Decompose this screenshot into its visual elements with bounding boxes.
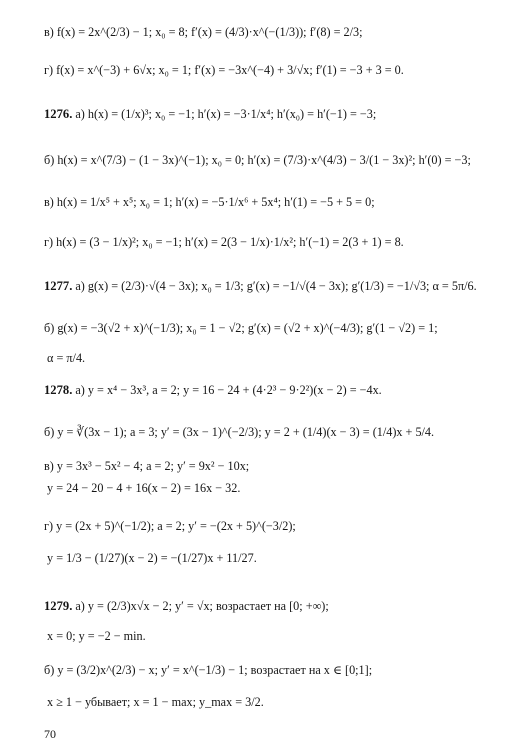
ln-2 bbox=[44, 106, 499, 122]
ln-0-text: f(x) = 2x^(2/3) − 1; x₀ = 8; f′(x) = (4/3)·x^(−(1/3)); f′(8) = 2/3; bbox=[56, 25, 363, 39]
ln-16-text: x = 0; y = −2 − min. bbox=[47, 629, 146, 643]
ln-5 bbox=[44, 234, 499, 250]
ln-15-label: а) bbox=[75, 599, 85, 613]
ln-15 bbox=[44, 598, 499, 614]
ln-18-text: x ≥ 1 − убывает; x = 1 − max; y_max = 3/2. bbox=[47, 695, 264, 709]
ln-3-label: б) bbox=[44, 153, 55, 167]
ln-9 bbox=[44, 382, 499, 398]
ln-18 bbox=[44, 694, 499, 710]
ln-16 bbox=[44, 628, 499, 644]
ln-6-label: а) bbox=[75, 279, 85, 293]
ln-4-text: h(x) = 1/x⁵ + x⁵; x₀ = 1; h′(x) = −5·1/x⁶ + 5x⁴; h′(1) = −5 + 5 = 0; bbox=[56, 195, 375, 209]
ln-13-label: г) bbox=[44, 519, 54, 533]
ln-10-text: y = ∛(3x − 1); a = 3; y′ = (3x − 1)^(−2/3); y = 2 + (1/4)(x − 3) = (1/4)x + 5/4. bbox=[57, 425, 435, 439]
ln-5-label: г) bbox=[44, 235, 54, 249]
ln-2-text: h(x) = (1/x)³; x₀ = −1; h′(x) = −3·1/x⁴; h′(x₀) = h′(−1) = −3; bbox=[87, 107, 377, 121]
ln-5-text: h(x) = (3 − 1/x)²; x₀ = −1; h′(x) = 2(3 − 1/x)·1/x²; h′(−1) = 2(3 + 1) = 8. bbox=[56, 235, 404, 249]
ln-9-number: 1278. bbox=[44, 383, 73, 397]
ln-7-label: б) bbox=[44, 321, 55, 335]
ln-13 bbox=[44, 518, 499, 534]
ln-4-label: в) bbox=[44, 195, 54, 209]
ln-12-text: y = 24 − 20 − 4 + 16(x − 2) = 16x − 32. bbox=[47, 481, 241, 495]
ln-7-text: g(x) = −3(√2 + x)^(−1/3); x₀ = 1 − √2; g′(x) = (√2 + x)^(−4/3); g′(1 − √2) = 1; bbox=[57, 321, 438, 335]
ln-8-text: α = π/4. bbox=[47, 351, 86, 365]
ln-1-text: f(x) = x^(−3) + 6√x; x₀ = 1; f′(x) = −3x^(−4) + 3/√x; f′(1) = −3 + 3 = 0. bbox=[56, 63, 404, 77]
ln-9-text: y = x⁴ − 3x³, a = 2; y = 16 − 24 + (4·2³ − 9·2²)(x − 2) = −4x. bbox=[87, 383, 382, 397]
ln-15-text: y = (2/3)x√x − 2; y′ = √x; возрастает на [0; +∞); bbox=[87, 599, 329, 613]
page-number: 70 bbox=[44, 727, 56, 741]
ln-11-label: в) bbox=[44, 459, 54, 473]
ln-0-label: в) bbox=[44, 25, 54, 39]
ln-11 bbox=[44, 458, 499, 474]
ln-17-label: б) bbox=[44, 663, 55, 677]
ln-2-number: 1276. bbox=[44, 107, 73, 121]
ln-14 bbox=[44, 550, 499, 566]
ln-0 bbox=[44, 24, 499, 40]
ln-8 bbox=[44, 350, 499, 366]
ln-6 bbox=[44, 278, 499, 294]
ln-10 bbox=[44, 424, 499, 440]
ln-3 bbox=[44, 152, 499, 168]
ln-2-label: а) bbox=[75, 107, 85, 121]
ln-12 bbox=[44, 480, 499, 496]
ln-17-text: y = (3/2)x^(2/3) − x; y′ = x^(−1/3) − 1; возрастает на x ∈ [0;1]; bbox=[57, 663, 373, 677]
ln-10-label: б) bbox=[44, 425, 55, 439]
ln-4 bbox=[44, 194, 499, 210]
ln-11-text: y = 3x³ − 5x² − 4; a = 2; y′ = 9x² − 10x; bbox=[56, 459, 250, 473]
ln-6-number: 1277. bbox=[44, 279, 73, 293]
ln-3-text: h(x) = x^(7/3) − (1 − 3x)^(−1); x₀ = 0; h′(x) = (7/3)·x^(4/3) − 3/(1 − 3x)²; h′(0) = −3; bbox=[57, 153, 471, 167]
ln-6-text: g(x) = (2/3)·√(4 − 3x); x₀ = 1/3; g′(x) = −1/√(4 − 3x); g′(1/3) = −1/√3; α = 5π/6. bbox=[87, 279, 477, 293]
ln-1-label: г) bbox=[44, 63, 54, 77]
ln-13-text: y = (2x + 5)^(−1/2); a = 2; y′ = −(2x + 5)^(−3/2); bbox=[56, 519, 296, 533]
ln-14-text: y = 1/3 − (1/27)(x − 2) = −(1/27)x + 11/27. bbox=[47, 551, 257, 565]
ln-17 bbox=[44, 662, 499, 678]
ln-15-number: 1279. bbox=[44, 599, 73, 613]
ln-9-label: а) bbox=[75, 383, 85, 397]
ln-1 bbox=[44, 62, 499, 78]
ln-7 bbox=[44, 320, 499, 336]
